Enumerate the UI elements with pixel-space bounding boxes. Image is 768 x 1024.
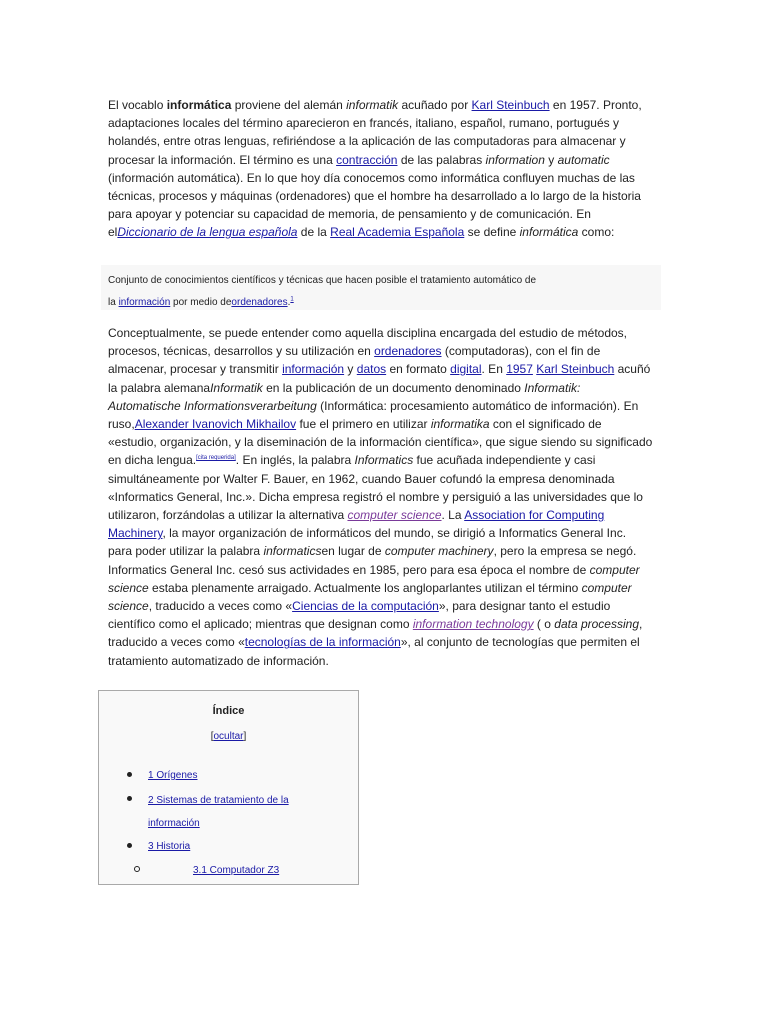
text: acuñó la palabra alemana — [108, 362, 651, 395]
italic-term: information — [485, 152, 545, 167]
bullet-icon — [127, 843, 132, 848]
link-ordenadores[interactable]: ordenadores — [231, 297, 288, 308]
italic-term: informatik — [346, 98, 399, 112]
text: acuñado por — [398, 98, 472, 112]
bracket: [ — [210, 731, 214, 742]
text: como: — [578, 225, 615, 240]
link-information-technology[interactable]: information technology — [412, 617, 534, 632]
italic-term: Informatics — [354, 453, 414, 468]
intro-paragraph — [108, 96, 653, 242]
italic-term: informática — [519, 225, 579, 240]
toc-item-sistemas[interactable]: 2 Sistemas de tratamiento de la — [148, 795, 289, 806]
link-contraccion[interactable]: contracción — [336, 152, 398, 167]
link-tecnologias-informacion[interactable]: tecnologías de la información — [244, 635, 401, 650]
link-ciencias-computacion[interactable]: Ciencias de la computación — [292, 599, 439, 614]
toc-item-historia[interactable]: 3 Historia — [148, 841, 191, 852]
concept-paragraph — [108, 324, 653, 670]
link-karl-steinbuch[interactable]: Karl Steinbuch — [536, 362, 615, 377]
italic-term: computer science — [108, 580, 632, 614]
link-ordenadores[interactable]: ordenadores — [374, 344, 442, 359]
text: , traducido a veces como « — [108, 617, 643, 650]
text: , traducido a veces como « — [148, 599, 293, 614]
text: . En — [481, 362, 507, 377]
hide-toc-link[interactable]: ocultar — [213, 731, 244, 742]
text: estaba plenamente arraigado. Actualmente los angloparlantes utilizan el término — [148, 580, 582, 595]
bullet-icon — [127, 796, 132, 801]
table-of-contents — [98, 690, 359, 885]
text: con el significado de «estudio, organización, y la diseminación de la información científica», que sigue siendo su significado en dicha lengua. — [108, 417, 653, 468]
italic-term: Informatik: Automatische Informationsverarbeitung — [108, 380, 581, 413]
text: por medio de — [170, 297, 232, 308]
text: . — [287, 297, 291, 308]
text: (información automática). En lo que hoy día conocemos como informática confluyen muchas de las técnicas, procesos y máquinas (ordenadores) que el hombre ha desarrollado a lo largo de la historia para apoyar y potenciar su capacidad de memoria, de pensamiento y de comunicación. En el — [108, 170, 641, 240]
reference-link[interactable]: 1 — [290, 296, 294, 303]
link-digital[interactable]: digital — [450, 362, 482, 377]
link-karl-steinbuch[interactable]: Karl Steinbuch — [471, 98, 550, 112]
text: », para designar tanto el estudio científico como el aplicado; mientras que designan como — [108, 599, 611, 632]
link-mikhailov[interactable]: Alexander Ivanovich Mikhailov — [134, 417, 297, 432]
link-informacion[interactable]: información — [118, 297, 171, 308]
toc-item-sistemas-cont[interactable]: información — [148, 818, 200, 829]
text: fue el primero en utilizar — [296, 417, 431, 432]
text: fue acuñada independiente y casi simultáneamente por Walter F. Bauer, en 1962, cuando Bauer cofundó la empresa denominada «Informatics General, Inc.». Dicha empresa registró el nombre y persiguió a las universidades que lo utilizaron, forzándolas a utilizar la alternativa — [108, 453, 643, 523]
text: de las palabras — [397, 152, 486, 167]
text: en la publicación de un documento denominado — [262, 380, 525, 395]
quote-line: Conjunto de conocimientos científicos y técnicas que hacen posible el tratamiento automático de — [108, 275, 537, 286]
italic-term: Informatik — [210, 380, 263, 395]
text: en 1957. Pronto, adaptaciones locales del término aparecieron en francés, italiano, español, rumano, portugués y holandés, entre otras lenguas, refiriéndose a la aplicación de las computadoras para almacenar y procesar la información. El término es una — [108, 98, 642, 167]
text: (Informática: procesamiento automático de información). En ruso, — [108, 398, 639, 432]
toc-item-computador-z3[interactable]: 3.1 Computador Z3 — [193, 865, 280, 876]
text: . En inglés, la palabra — [235, 453, 355, 468]
text: en lugar de — [321, 544, 385, 559]
text: , pero la empresa se negó. Informatics General Inc. cesó sus actividades en 1985, pero para esa época el nombre de — [108, 544, 637, 577]
italic-term: automatic — [557, 152, 610, 167]
text: », al conjunto de tecnologías que permiten el tratamiento automatizado de información. — [108, 635, 640, 668]
text: (computadoras), con el fin de almacenar, procesar y transmitir — [108, 344, 601, 377]
text: y — [344, 362, 357, 377]
italic-term: computer machinery — [384, 544, 494, 559]
text: Conceptualmente, se puede entender como aquella disciplina encargada del estudio de métodos, procesos, técnicas, desarrollos y su utilización en — [108, 326, 628, 359]
italic-term: computer science — [108, 562, 640, 595]
text: . La — [441, 508, 465, 523]
definition-quote — [101, 265, 661, 310]
text: proviene del alemán — [231, 98, 347, 112]
text: la — [108, 297, 119, 308]
link-computer-science[interactable]: computer science — [347, 508, 442, 523]
link-informacion[interactable]: información — [282, 362, 345, 377]
text: en formato — [386, 362, 451, 377]
quote-line — [108, 292, 294, 314]
text: , la mayor organización de informáticos del mundo, se dirigió a Informatics General Inc. para poder utilizar la palabra — [108, 526, 627, 559]
link-acm[interactable]: Association for Computing Machinery — [108, 508, 605, 541]
text: ( o — [533, 617, 555, 632]
italic-term: informatics — [263, 544, 322, 559]
toc-item-origenes[interactable]: 1 Orígenes — [148, 770, 198, 781]
bracket: ] — [243, 731, 247, 742]
link-diccionario[interactable]: Diccionario de la lengua española — [117, 225, 298, 240]
link-1957[interactable]: 1957 — [506, 362, 533, 377]
link-real-academia[interactable]: Real Academia Española — [330, 225, 465, 240]
toc-hide-toggle — [99, 728, 358, 746]
text: y — [544, 152, 558, 167]
link-datos[interactable]: datos — [356, 362, 387, 377]
text: El vocablo — [108, 98, 167, 112]
toc-title: Índice — [212, 705, 245, 717]
circle-bullet-icon — [134, 866, 140, 872]
text: se define — [464, 225, 520, 240]
bold-term: informática — [166, 98, 232, 112]
text: de la — [297, 225, 331, 240]
italic-term: informatika — [430, 417, 490, 432]
bullet-icon — [127, 772, 132, 777]
citation-needed-link[interactable]: [cita requerida] — [196, 455, 236, 462]
italic-term: data processing — [554, 617, 639, 632]
